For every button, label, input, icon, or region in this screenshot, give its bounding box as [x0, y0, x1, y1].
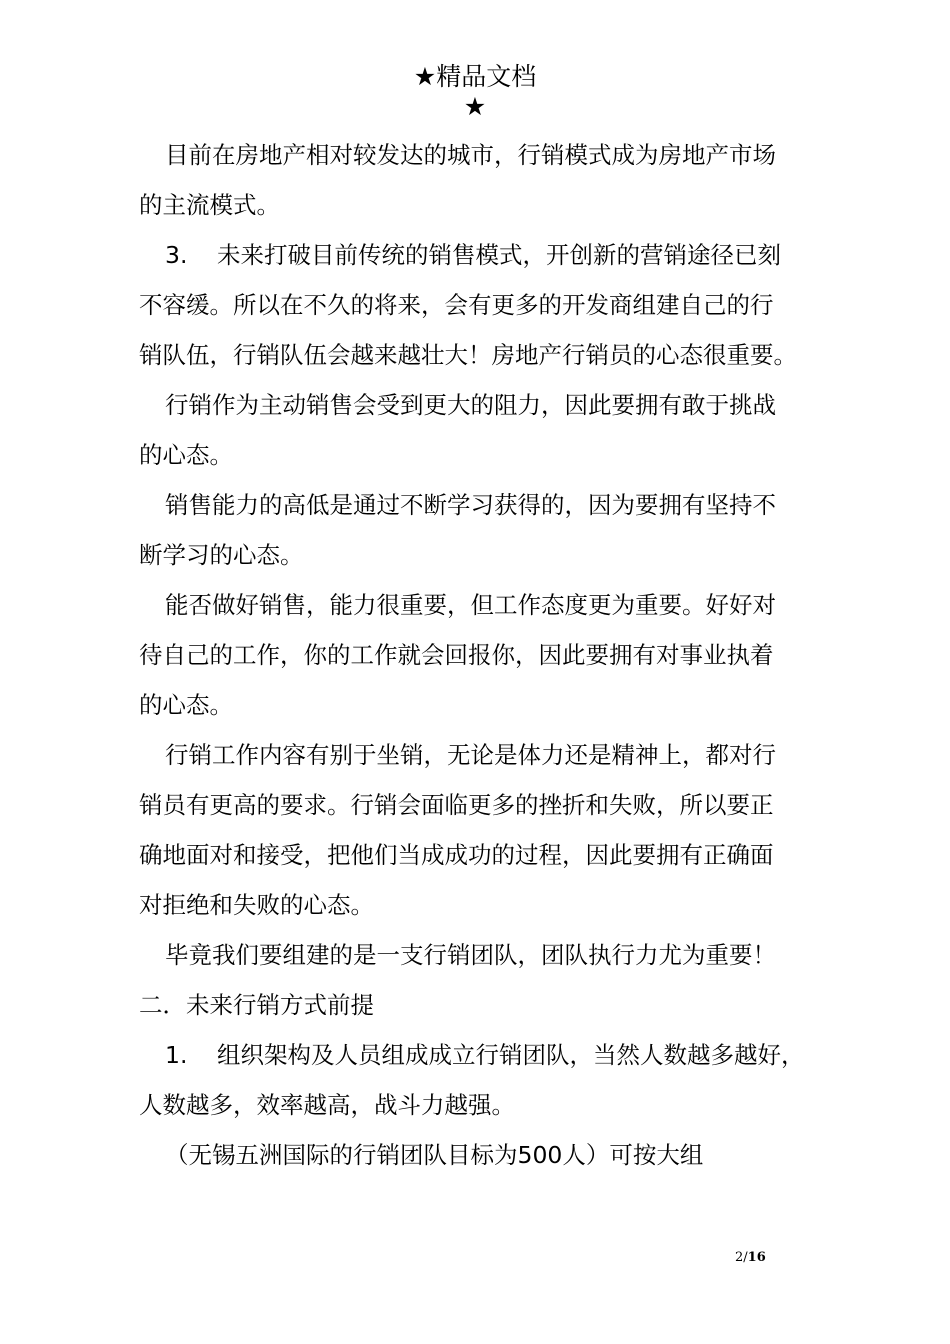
document-body: [139, 130, 819, 1180]
text-line: 待自己的工作，你的工作就会回报你，因此要拥有对事业执着: [139, 641, 774, 669]
header-star: ★: [463, 92, 487, 121]
numbered-line: [139, 1030, 819, 1080]
section-heading: 二．未来行销方式前提: [139, 991, 374, 1019]
numbered-line: [139, 230, 819, 280]
text-line: 能否做好销售，能力很重要，但工作态度更为重要。好好对: [165, 591, 776, 619]
page-number: [735, 1250, 766, 1266]
text-line: 断学习的心态。: [139, 541, 304, 569]
text-line: 未来打破目前传统的销售模式，开创新的营销途径已刻: [217, 241, 781, 269]
text-line: 毕竟我们要组建的是一支行销团队，团队执行力尤为重要！: [165, 941, 776, 969]
list-number: 1.: [165, 1041, 188, 1069]
text-line: 销售能力的高低是通过不断学习获得的，因为要拥有坚持不: [165, 491, 776, 519]
text-line: 行销作为主动销售会受到更大的阻力，因此要拥有敢于挑战: [165, 391, 776, 419]
text-line: 对拒绝和失败的心态。: [139, 891, 374, 919]
text-line: 行销工作内容有别于坐销，无论是体力还是精神上，都对行: [165, 741, 776, 769]
list-number: 3.: [165, 241, 188, 269]
text-line: 目前在房地产相对较发达的城市，行销模式成为房地产市场: [165, 141, 776, 169]
text-line: 确地面对和接受，把他们当成成功的过程，因此要拥有正确面: [139, 841, 774, 869]
text-line: 的主流模式。: [139, 191, 280, 219]
text-line: 人数越多，效率越高，战斗力越强。: [139, 1091, 515, 1119]
text-line: （无锡五洲国际的行销团队目标为500人）可按大组: [165, 1141, 704, 1169]
text-line: 销员有更高的要求。行销会面临更多的挫折和失败，所以要正: [139, 791, 774, 819]
page-current: 2/: [735, 1250, 748, 1265]
header-title: ★精品文档: [413, 62, 537, 91]
text-line: 不容缓。所以在不久的将来，会有更多的开发商组建自己的行: [139, 291, 774, 319]
text-line: 的心态。: [139, 691, 233, 719]
document-header: [0, 62, 950, 122]
page-total: 16: [747, 1250, 766, 1265]
text-line: 销队伍，行销队伍会越来越壮大！房地产行销员的心态很重要。: [139, 341, 797, 369]
text-line: 的心态。: [139, 441, 233, 469]
text-line: 组织架构及人员组成成立行销团队，当然人数越多越好，: [217, 1041, 805, 1069]
